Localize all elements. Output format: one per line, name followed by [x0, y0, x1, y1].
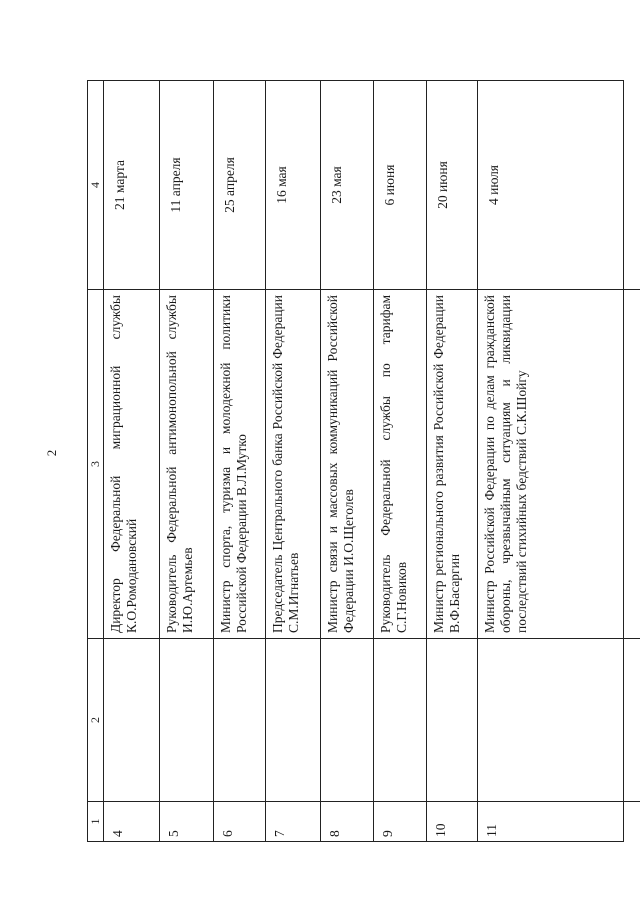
row-position: Министр Российской Федерации по делам гражданской обороны, чрезвычайным ситуациям и ликвидации последствий стихийных бедствий С.К.Шойгу — [478, 289, 640, 638]
row-position: Руководитель Федеральной службы по тарифам С.Г.Новиков — [374, 289, 427, 638]
row-date: 6 июня — [374, 81, 427, 289]
page-number: 2 — [44, 449, 59, 457]
header-col-3: 3 — [88, 289, 104, 638]
schedule-table-frame — [87, 80, 624, 842]
row-col2 — [374, 638, 427, 801]
row-date: 25 апреля — [214, 81, 266, 289]
row-number: 7 — [266, 801, 321, 841]
schedule-table — [88, 81, 623, 841]
row-number: 6 — [214, 801, 266, 841]
row-position: Министр связи и массовых коммуникаций Российской Федерации И.О.Щеголев — [321, 289, 374, 638]
row-number: 5 — [160, 801, 214, 841]
row-col2 — [160, 638, 214, 801]
row-position: Министр регионального развития Российской Федерации В.Ф.Басаргин — [427, 289, 478, 638]
row-number: 8 — [321, 801, 374, 841]
row-date: 4 июля — [486, 164, 501, 206]
row-position: Министр спорта, туризма и молодежной политики Российской Федерации В.Л.Мутко — [214, 289, 266, 638]
row-col2 — [214, 638, 266, 801]
row-col2 — [266, 638, 321, 801]
row-number: 9 — [374, 801, 427, 841]
row-date: 20 июня — [427, 81, 478, 289]
row-date: 23 мая — [321, 81, 374, 289]
row-col2 — [104, 638, 160, 801]
row-col2 — [321, 638, 374, 801]
header-col-2: 2 — [88, 638, 104, 801]
header-col-1: 1 — [88, 801, 104, 841]
row-number: 10 — [427, 801, 478, 841]
row-date: 21 марта — [104, 81, 160, 289]
row-position: Руководитель Федеральной антимонопольной службы И.Ю.Артемьев — [160, 289, 214, 638]
row-number: 4 — [104, 801, 160, 841]
row-position: Директор Федеральной миграционной службы К.О.Ромодановский — [104, 289, 160, 638]
row-position: Председатель Центрального банка Российской Федерации С.М.Игнатьев — [266, 289, 321, 638]
row-date: 11 апреля — [160, 81, 214, 289]
row-col2 — [427, 638, 478, 801]
row-date: 16 мая — [266, 81, 321, 289]
header-col-4: 4 — [88, 81, 104, 289]
row-col2 — [478, 638, 640, 801]
row-number: 11 — [478, 801, 640, 841]
